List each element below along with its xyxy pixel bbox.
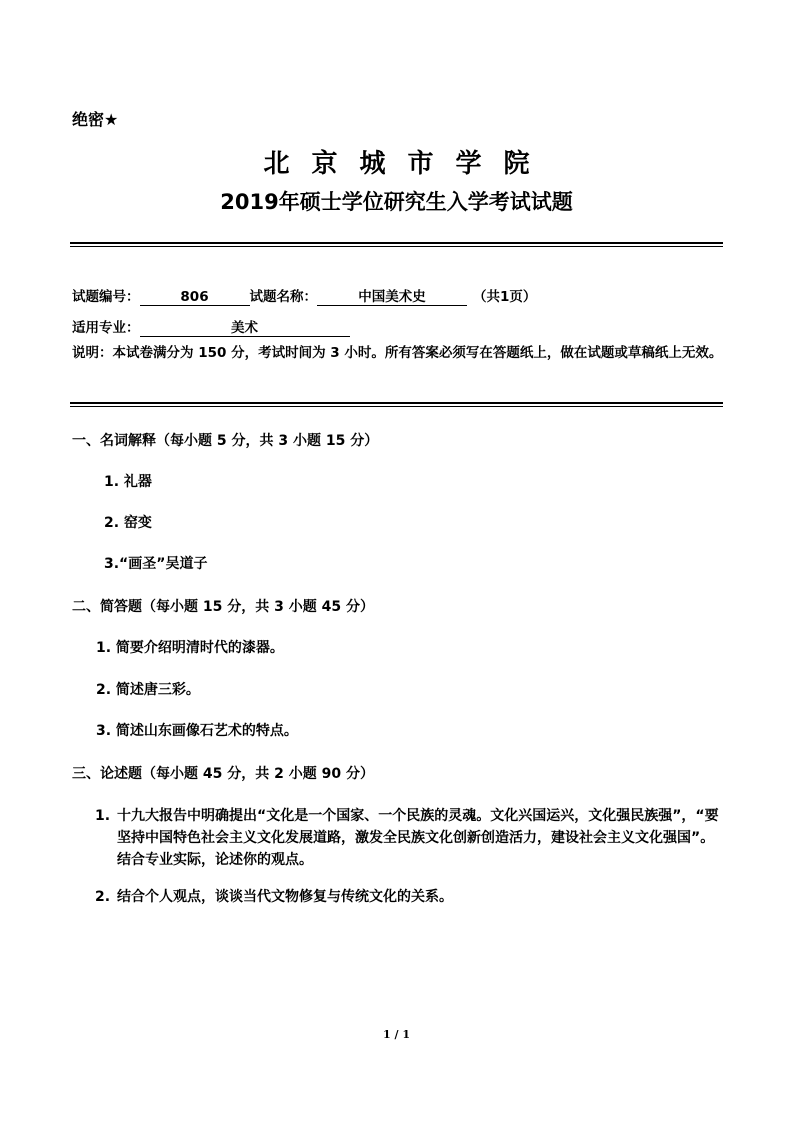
question-number: 2. bbox=[95, 889, 111, 905]
question-item: 1. 简要介绍明清时代的漆器。 bbox=[96, 640, 284, 656]
major-row bbox=[72, 316, 350, 337]
question-item: 3.“画圣”吴道子 bbox=[104, 556, 208, 572]
exam-info-row bbox=[72, 285, 536, 306]
essay-question-2 bbox=[95, 886, 725, 908]
section-title-short-answer: 二、简答题（每小题 15 分，共 3 小题 45 分） bbox=[72, 599, 374, 615]
page-count: （共1页） bbox=[473, 289, 537, 305]
exam-instructions: 说明：本试卷满分为 150 分，考试时间为 3 小时。所有答案必须写在答题纸上，做在试题或草稿纸上无效。 bbox=[72, 345, 723, 361]
exam-title: 2019年硕士学位研究生入学考试试题 bbox=[220, 190, 573, 214]
major-label: 适用专业： bbox=[72, 320, 140, 336]
double-rule-top bbox=[70, 242, 723, 247]
exam-code-value: 806 bbox=[140, 289, 250, 306]
exam-name-label: 试题名称： bbox=[249, 289, 317, 305]
section-title-essay: 三、论述题（每小题 45 分，共 2 小题 90 分） bbox=[72, 766, 374, 782]
question-item: 3. 简述山东画像石艺术的特点。 bbox=[96, 723, 298, 739]
exam-name-value: 中国美术史 bbox=[317, 289, 467, 306]
page-number: 1 / 1 bbox=[383, 1028, 410, 1041]
exam-code-label: 试题编号： bbox=[72, 289, 140, 305]
double-rule-bottom bbox=[70, 402, 723, 407]
question-item: 1. 礼器 bbox=[104, 474, 152, 490]
question-item: 2. 简述唐三彩。 bbox=[96, 682, 200, 698]
school-name: 北京城市学院 bbox=[263, 149, 552, 179]
question-item: 2. 窑变 bbox=[104, 515, 152, 531]
question-text: 十九大报告中明确提出“文化是一个国家、一个民族的灵魂。文化兴国运兴，文化强民族强”，“要坚持中国特色社会主义文化发展道路，激发全民族文化创新创造活力，建设社会主义文化强国”。结合专业实际，论述你的观点。 bbox=[117, 808, 719, 868]
question-number: 1. bbox=[95, 808, 111, 824]
essay-question-1 bbox=[95, 805, 725, 871]
major-value: 美术 bbox=[140, 320, 350, 337]
section-title-terms: 一、名词解释（每小题 5 分，共 3 小题 15 分） bbox=[72, 433, 379, 449]
question-text: 结合个人观点，谈谈当代文物修复与传统文化的关系。 bbox=[117, 889, 453, 905]
confidential-mark: 绝密★ bbox=[72, 110, 119, 129]
